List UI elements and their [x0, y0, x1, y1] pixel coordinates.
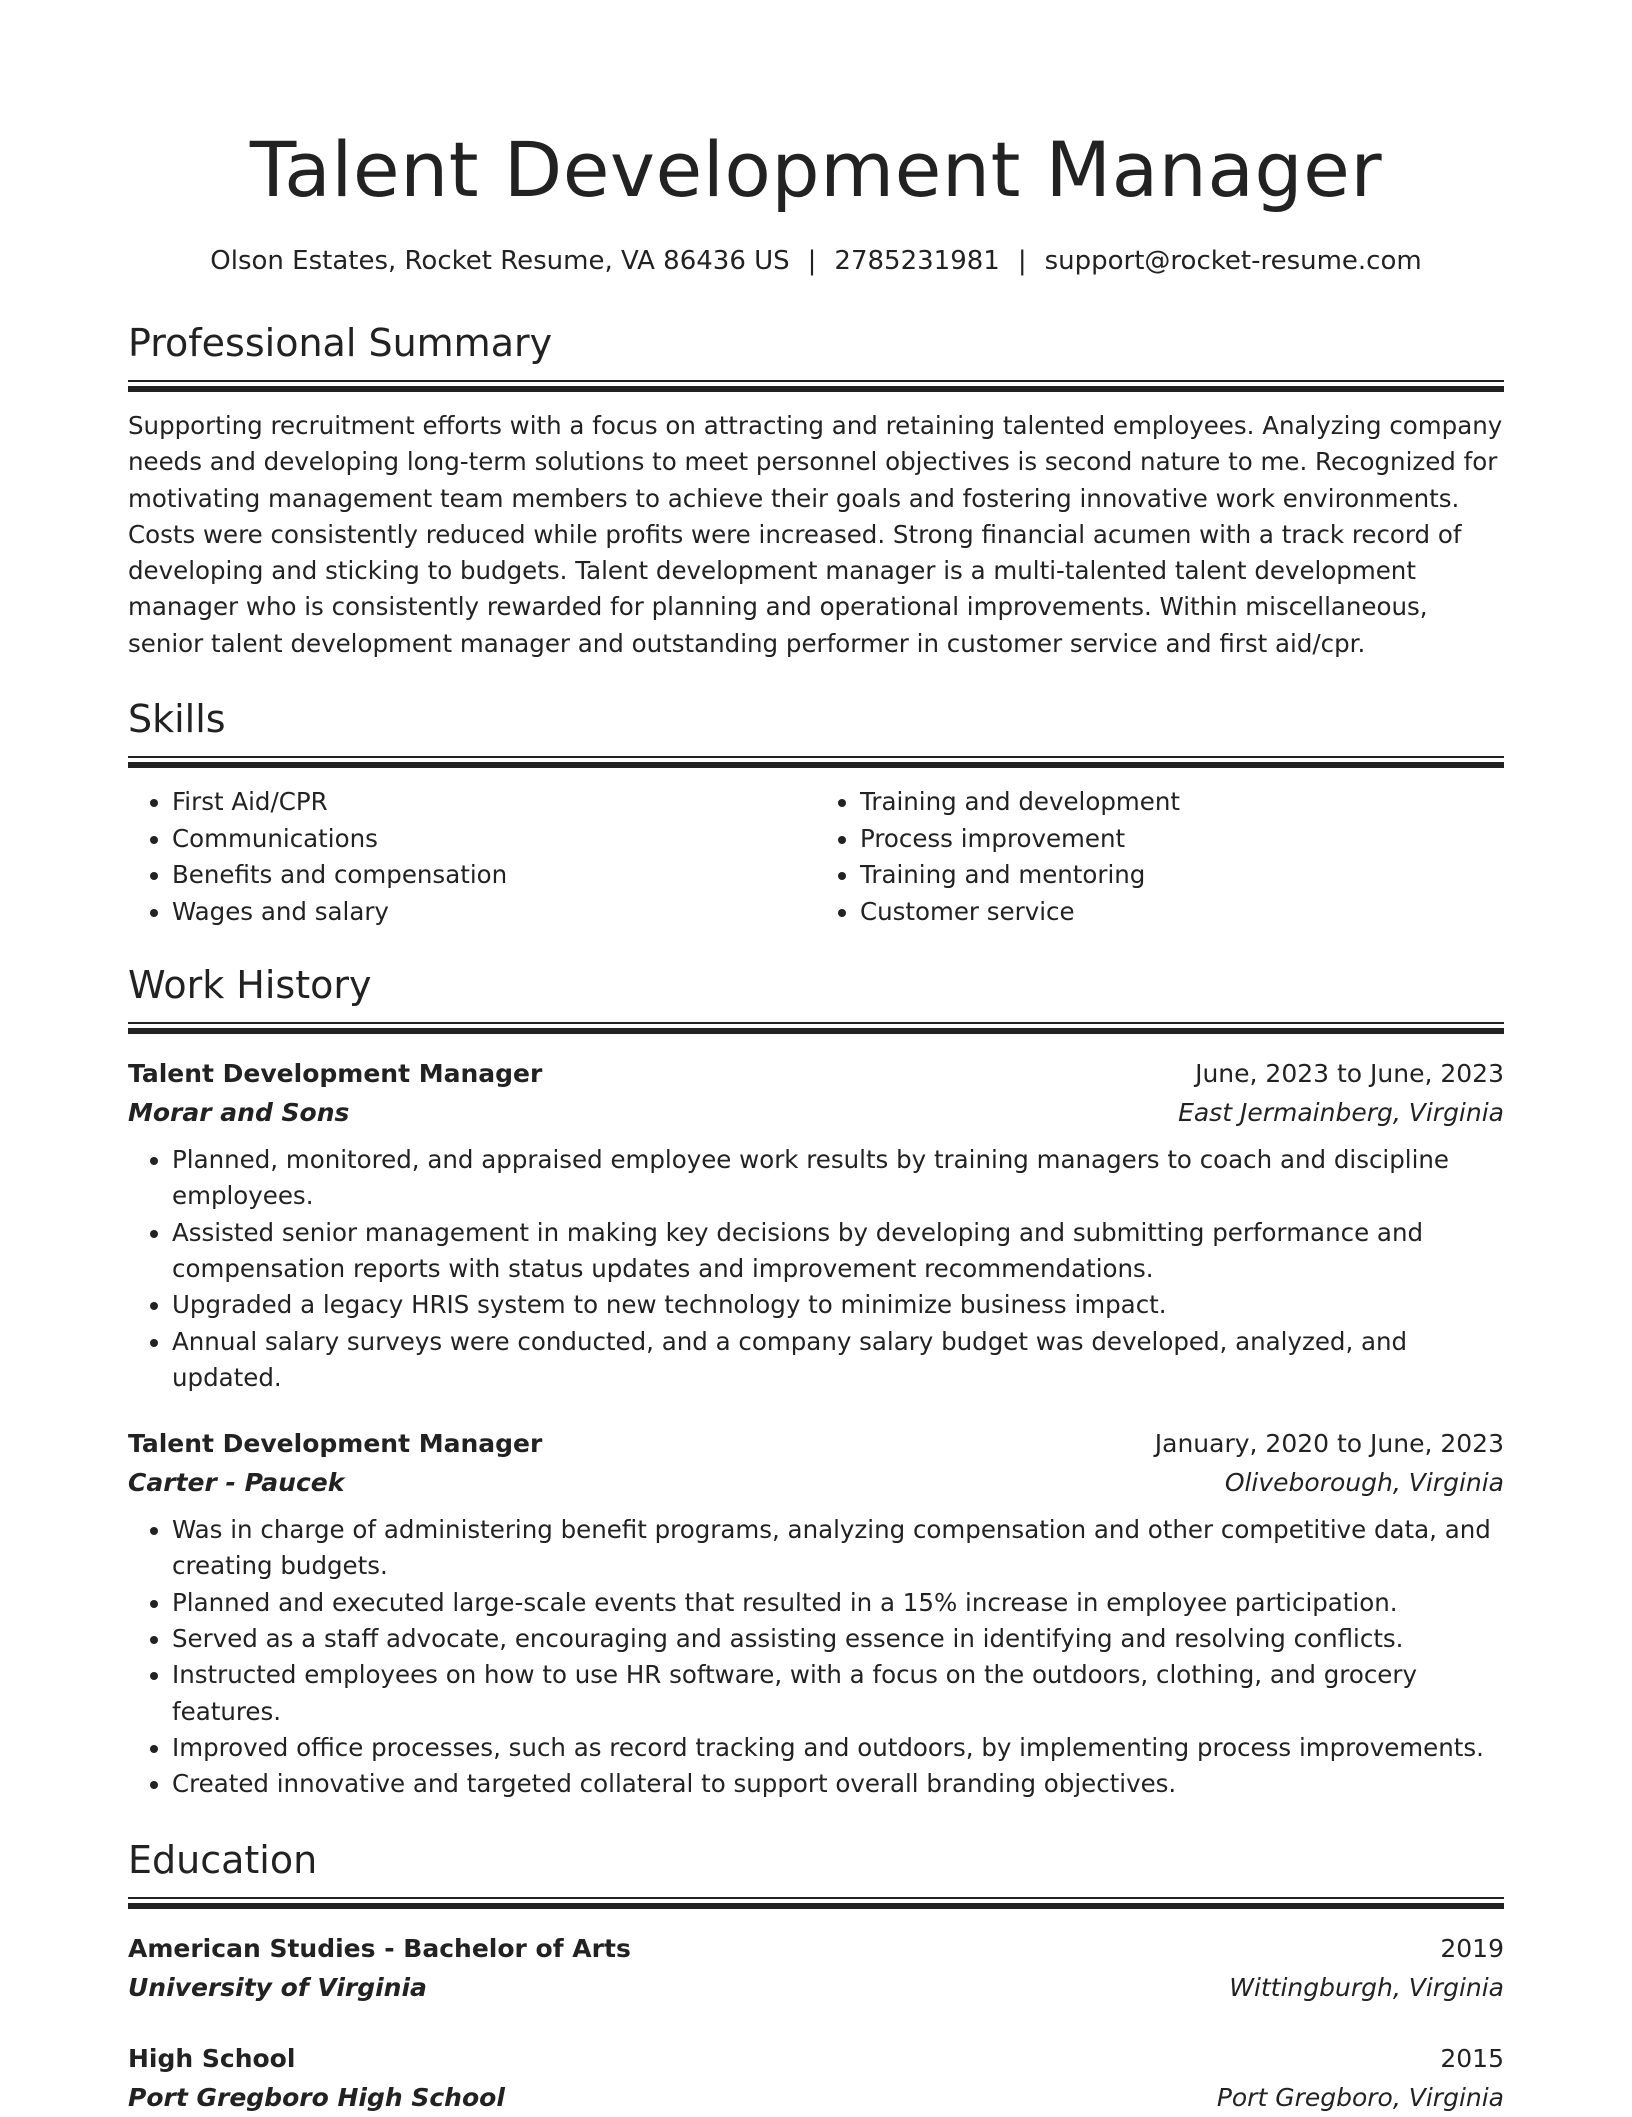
skill-item: • Customer service: [860, 894, 1504, 931]
education-year: 2015: [1440, 2043, 1504, 2073]
education-header-row: [128, 2039, 1504, 2078]
education-title: Education: [128, 1837, 318, 1882]
job-company-row: [128, 1093, 1504, 1132]
education-entry: [128, 1929, 1504, 2007]
job-location: East Jermainberg, Virginia: [1178, 1098, 1504, 1128]
education-school-row: [128, 1968, 1504, 2007]
job-bullet: • Annual salary surveys were conducted, and a company salary budget was developed, analyzed, and updated.: [172, 1324, 1504, 1397]
contact-line: [128, 244, 1504, 278]
job-dates: June, 2023 to June, 2023: [1195, 1059, 1504, 1089]
skills-section: [128, 694, 1504, 930]
job-bullet: • Served as a staff advocate, encouraging and assisting essence in identifying and resolving conflicts.: [172, 1621, 1504, 1657]
job-bullet: • Created innovative and targeted collateral to support overall branding objectives.: [172, 1766, 1504, 1802]
job-title: Talent Development Manager: [128, 1059, 543, 1089]
contact-address: Olson Estates, Rocket Resume, VA 86436 US: [210, 246, 790, 276]
contact-separator: |: [1017, 246, 1027, 276]
job-entry: [128, 1054, 1504, 1396]
job-header-row: [128, 1424, 1504, 1463]
section-divider: [128, 1897, 1504, 1911]
education-location: Wittingburgh, Virginia: [1229, 1972, 1504, 2002]
job-dates: January, 2020 to June, 2023: [1154, 1429, 1504, 1459]
education-location: Port Gregboro, Virginia: [1216, 2082, 1504, 2112]
skill-item: • Training and mentoring: [860, 857, 1504, 894]
job-header-row: [128, 1054, 1504, 1093]
job-bullet: • Planned, monitored, and appraised employee work results by training managers to coach and discipline employees.: [172, 1142, 1504, 1215]
section-divider: [128, 380, 1504, 394]
skill-item: • Process improvement: [860, 821, 1504, 858]
summary-section: [128, 318, 1504, 662]
skill-item: • Training and development: [860, 784, 1504, 821]
skill-item: • Communications: [172, 821, 816, 858]
skills-title: Skills: [128, 697, 226, 742]
education-degree: High School: [128, 2043, 296, 2073]
job-bullet: • Improved office processes, such as record tracking and outdoors, by implementing process improvements.: [172, 1730, 1504, 1766]
contact-email: support@rocket-resume.com: [1044, 246, 1422, 276]
section-divider: [128, 1022, 1504, 1036]
skill-item: • Wages and salary: [172, 894, 816, 931]
job-bullet: • Instructed employees on how to use HR software, with a focus on the outdoors, clothing, and grocery features.: [172, 1657, 1504, 1730]
contact-separator: |: [807, 246, 817, 276]
skill-item: • First Aid/CPR: [172, 784, 816, 821]
skill-item: • Benefits and compensation: [172, 857, 816, 894]
job-company: Morar and Sons: [128, 1098, 350, 1128]
education-school: University of Virginia: [128, 1972, 427, 2002]
education-header-row: [128, 1929, 1504, 1968]
work-history-section: [128, 960, 1504, 1802]
education-school: Port Gregboro High School: [128, 2082, 505, 2112]
job-bullet: • Was in charge of administering benefit programs, analyzing compensation and other competitive data, and creating budgets.: [172, 1512, 1504, 1585]
education-school-row: [128, 2078, 1504, 2117]
job-company: Carter - Paucek: [128, 1468, 345, 1498]
education-degree: American Studies - Bachelor of Arts: [128, 1933, 631, 1963]
job-entry: [128, 1424, 1504, 1802]
skills-right-column: [816, 784, 1504, 930]
education-year: 2019: [1440, 1933, 1504, 1963]
contact-phone: 2785231981: [834, 246, 1000, 276]
skills-columns: [128, 784, 1504, 930]
summary-title: Professional Summary: [128, 321, 553, 365]
education-entry: [128, 2039, 1504, 2117]
job-bullets: [128, 1142, 1504, 1396]
job-company-row: [128, 1463, 1504, 1502]
summary-text: Supporting recruitment efforts with a focus on attracting and retaining talented employees. Analyzing company needs and developing long-term solutions to meet personnel objectives is second nature to me. Recognized for motivating management team members to achieve their goals and fostering innovative work environments. Costs were consistently reduced while profits were increased. Strong financial acumen with a track record of developing and sticking to budgets. Talent development manager is a multi-talented talent development manager who is consistently rewarded for planning and operational improvements. Within miscellaneous, senior talent development manager and outstanding performer in customer service and first aid/cpr.: [128, 411, 1503, 658]
job-title: Talent Development Manager: [128, 1429, 543, 1459]
candidate-name: Talent Development Manager: [249, 125, 1383, 214]
education-section: [128, 1835, 1504, 2117]
section-divider: [128, 756, 1504, 770]
job-bullet: • Planned and executed large-scale events that resulted in a 15% increase in employee participation.: [172, 1585, 1504, 1621]
skills-left-column: [128, 784, 816, 930]
job-bullets: [128, 1512, 1504, 1802]
job-bullet: • Assisted senior management in making key decisions by developing and submitting performance and compensation reports with status updates and improvement recommendations.: [172, 1215, 1504, 1288]
job-bullet: • Upgraded a legacy HRIS system to new technology to minimize business impact.: [172, 1287, 1504, 1323]
job-location: Oliveborough, Virginia: [1224, 1468, 1504, 1498]
work-history-title: Work History: [128, 963, 372, 1008]
